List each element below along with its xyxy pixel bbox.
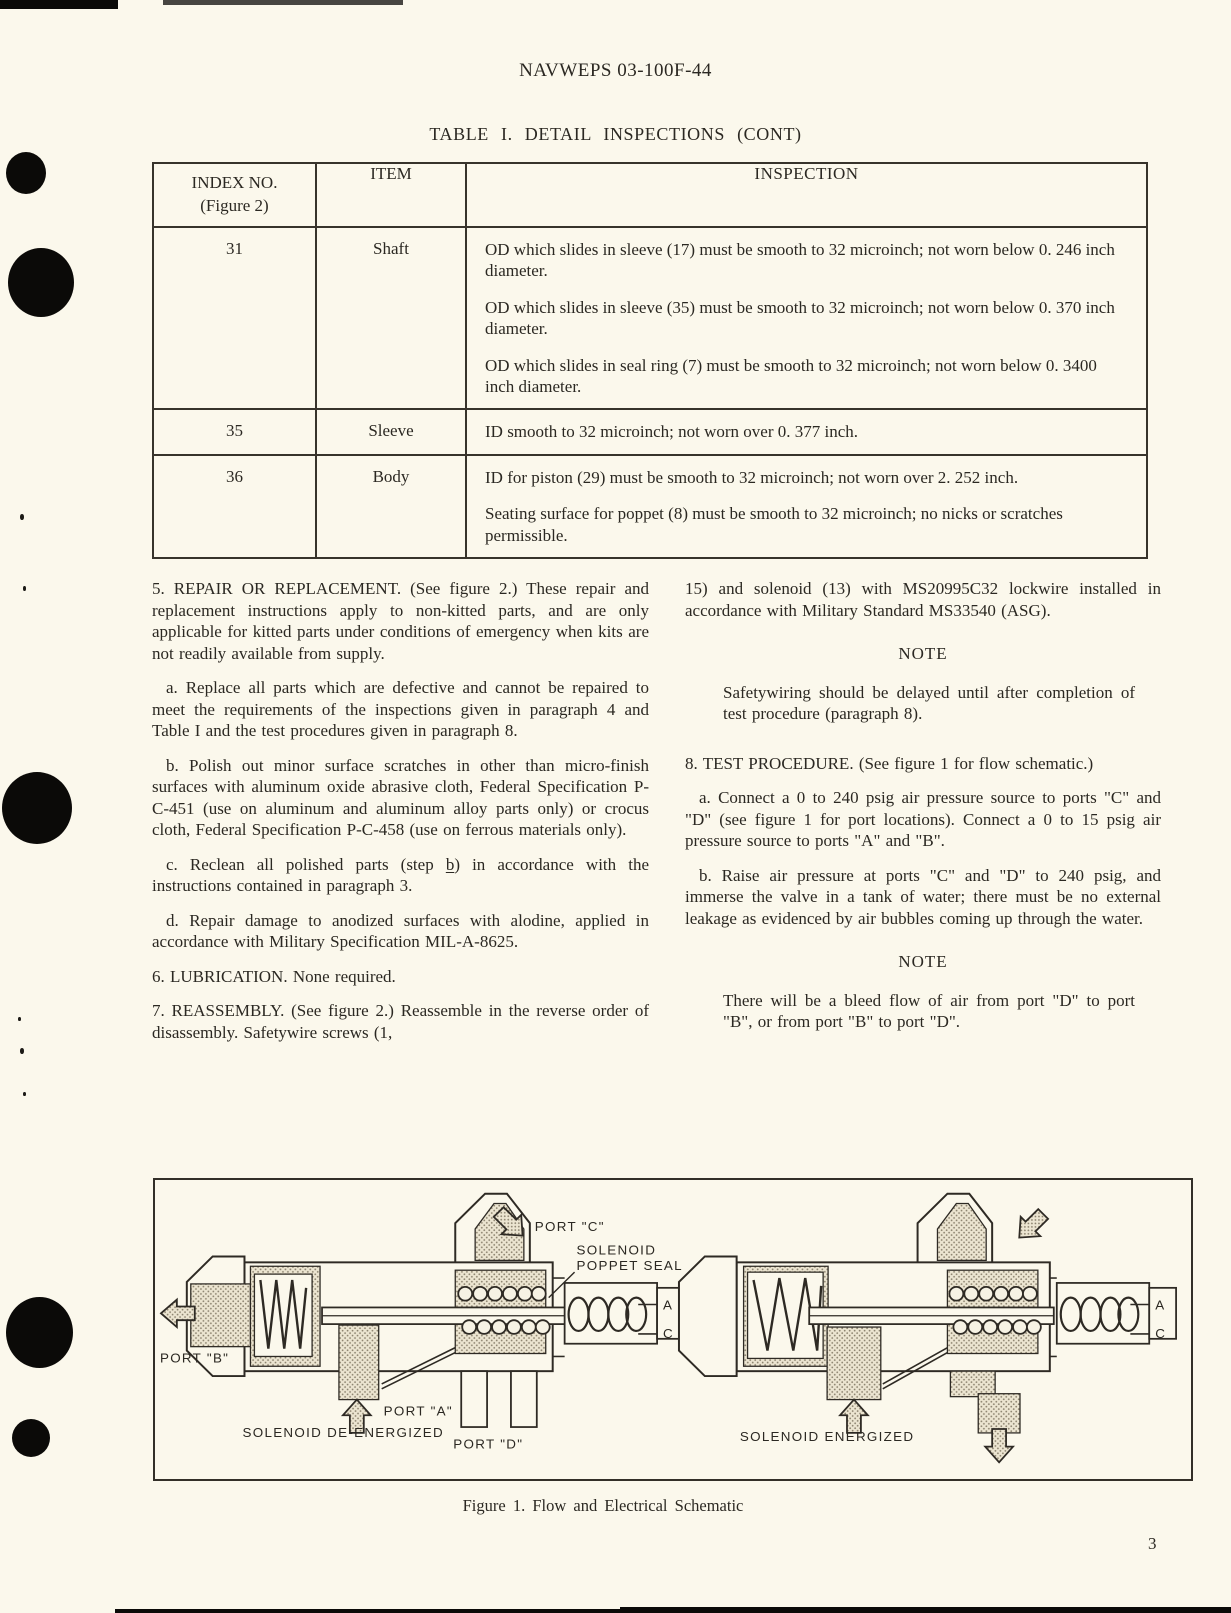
port-b-label: PORT "B" <box>159 1350 230 1366</box>
inspection-text: ID for piston (29) must be smooth to 32 microinch; not worn over 2. 252 inch. <box>485 467 1019 487</box>
page-number: 3 <box>1148 1534 1157 1553</box>
index-cell: 36 <box>153 455 316 558</box>
right-column <box>685 578 1161 1033</box>
terminal-a-label: A <box>663 1297 674 1313</box>
solenoid-deenergized-label: SOLENOID DE-ENERGIZED <box>242 1424 444 1440</box>
paragraph <box>723 990 1135 1033</box>
doc-number: NAVWEPS 03-100F-44 <box>519 60 712 81</box>
inspection-text: OD which slides in sleeve (17) must be smooth to 32 microinch; not worn below 0. 246 inch diameter. <box>485 239 1115 281</box>
paragraph <box>685 753 1161 775</box>
terminal-a-label: A <box>1155 1297 1166 1313</box>
binder-dot <box>8 248 74 317</box>
port-c-label: PORT "C" <box>534 1219 605 1234</box>
scan-speck <box>20 1048 24 1054</box>
binder-dot <box>12 1419 50 1457</box>
inspection-text: OD which slides in sleeve (35) must be smooth to 32 microinch; not worn below 0. 370 inch diameter. <box>485 297 1115 339</box>
center-channel <box>827 1327 881 1400</box>
text-run: a. Replace all parts which are defective and cannot be repaired to meet the requirements of the inspections given in paragraph 4 and Table I and the test procedures given in paragraph 8. <box>152 678 649 740</box>
item-cell: Shaft <box>316 227 466 409</box>
inspection-text: Seating surface for poppet (8) must be smooth to 32 microinch; no nicks or scratches permissible. <box>485 504 1063 545</box>
paragraph <box>152 755 649 841</box>
note-heading <box>685 643 1161 665</box>
poppet-seal-label-line1: SOLENOID <box>576 1242 657 1258</box>
solenoid-energized-label: SOLENOID ENERGIZED <box>739 1428 915 1444</box>
port-d-leg <box>511 1371 537 1427</box>
scan-artifact-bottom-right <box>620 1607 1231 1613</box>
binder-dot <box>6 1297 73 1368</box>
paragraph <box>152 1000 649 1043</box>
valve-energized <box>679 1194 1176 1463</box>
col-header-item: ITEM <box>316 163 466 227</box>
item-cell: Body <box>316 455 466 558</box>
binder-dot <box>2 772 72 844</box>
flow-arrow-out-bottom <box>985 1429 1013 1462</box>
col-header-index-line2: (Figure 2) <box>200 195 269 215</box>
inspection-cell <box>466 455 1147 558</box>
paragraph <box>685 578 1161 621</box>
inspection-text: OD which slides in seal ring (7) must be smooth to 32 microinch; not worn below 0. 3400 inch diameter. <box>485 355 1097 396</box>
paragraph <box>152 578 649 664</box>
inspection-table-wrap <box>152 162 1148 559</box>
paragraph <box>152 677 649 742</box>
col-header-inspection: INSPECTION <box>466 163 1147 227</box>
scan-speck <box>23 586 26 591</box>
text-run: ) in accordance with the instructions contained in paragraph 3. <box>152 854 650 895</box>
note-heading <box>685 951 1161 973</box>
item-cell: Sleeve <box>316 409 466 454</box>
table-body <box>153 227 1147 558</box>
table-title: TABLE I. DETAIL INSPECTIONS (CONT) <box>429 124 802 144</box>
paragraph <box>685 787 1161 852</box>
inspection-table <box>152 162 1148 559</box>
text-run: b. Raise air pressure at ports "C" and "D" to 240 psig, and immerse the valve in a tank of water; there must be no external leakage as evidenced by air bubbles coming up through the water. <box>685 865 1161 928</box>
end-cap <box>679 1256 737 1376</box>
text-run: a. Connect a 0 to 240 psig air pressure source to ports "C" and "D" (see figure 1 for port locations). Connect a 0 to 15 psig air pressure source to ports "A" and "B". <box>685 788 1161 850</box>
text-run: c. Reclean all polished parts (step <box>166 854 446 874</box>
port-a-channel <box>339 1325 379 1400</box>
index-cell: 35 <box>153 409 316 454</box>
inspection-text: ID smooth to 32 microinch; not worn over 0. 377 inch. <box>485 422 859 442</box>
outlet-channel <box>950 1371 995 1396</box>
index-cell: 31 <box>153 227 316 409</box>
binder-dot <box>6 152 46 194</box>
paragraph <box>152 910 649 953</box>
figure-caption: Figure 1. Flow and Electrical Schematic <box>462 1496 744 1515</box>
port-a-label: PORT "A" <box>383 1403 453 1419</box>
valve-deenergized <box>160 1194 684 1452</box>
scan-speck <box>20 514 24 520</box>
text-run: b <box>445 854 455 874</box>
inspection-cell <box>466 227 1147 409</box>
scan-speck <box>18 1017 21 1021</box>
text-run: 15) and solenoid (13) with MS20995C32 lockwire installed in accordance with Military Standard MS33540 (ASG). <box>685 579 1161 620</box>
text-run: Safetywiring should be delayed until after completion of test procedure (paragraph 8). <box>723 682 1135 723</box>
text-run: 5. REPAIR OR REPLACEMENT. (See figure 2.) These repair and replacement instructions apply to non-kitted parts, and are only applicable for kitted parts under conditions of emergency when kits are not readily available from supply. <box>152 579 649 663</box>
text-run: 8. TEST PROCEDURE. (See figure 1 for flow schematic.) <box>685 753 1094 773</box>
port-d-label: PORT "D" <box>453 1436 524 1452</box>
flow-schematic-svg <box>155 1180 1191 1479</box>
terminal-c-label: C <box>1155 1325 1167 1341</box>
port-c-passage <box>937 1204 986 1261</box>
text-run: NOTE <box>898 644 948 663</box>
col-header-index <box>153 163 316 227</box>
text-run: 6. LUBRICATION. None required. <box>152 966 396 986</box>
figure-box <box>153 1178 1193 1481</box>
paragraph <box>723 682 1135 725</box>
col-header-index-line1: INDEX NO. <box>191 173 278 192</box>
table-row <box>153 409 1147 454</box>
table-row <box>153 227 1147 409</box>
text-run: 7. REASSEMBLY. (See figure 2.) Reassemble in the reverse order of disassembly. Safetywire screws (1, <box>152 1001 649 1042</box>
inspection-cell <box>466 409 1147 454</box>
text-run: NOTE <box>898 952 948 971</box>
plug <box>191 1284 251 1347</box>
terminal-c-label: C <box>663 1325 675 1341</box>
scan-artifact-top-mid <box>163 0 403 5</box>
paragraph <box>152 854 649 897</box>
paragraph <box>152 966 649 988</box>
flow-arrow-in-top <box>1009 1204 1053 1247</box>
outlet-channel <box>978 1394 1020 1433</box>
left-column <box>152 578 649 1043</box>
paragraph <box>685 865 1161 930</box>
table-row <box>153 455 1147 558</box>
table-header-row <box>153 163 1147 227</box>
text-run: b. Polish out minor surface scratches in other than micro-finish surfaces with aluminum oxide abrasive cloth, Federal Specification P-C-451 (use on aluminum and aluminum alloy parts only) or crocus cloth, Federal Specification P-C-458 (use on ferrous materials only). <box>152 755 649 839</box>
text-run: d. Repair damage to anodized surfaces with alodine, applied in accordance with Military Specification MIL-A-8625. <box>152 910 649 951</box>
scan-speck <box>23 1092 26 1096</box>
port-d-leg <box>461 1371 487 1427</box>
poppet-seal-label-line2: POPPET SEAL <box>576 1258 683 1274</box>
scan-artifact-top-left <box>0 0 118 9</box>
text-run: There will be a bleed flow of air from port "D" to port "B", or from port "B" to port "D". <box>723 990 1135 1031</box>
